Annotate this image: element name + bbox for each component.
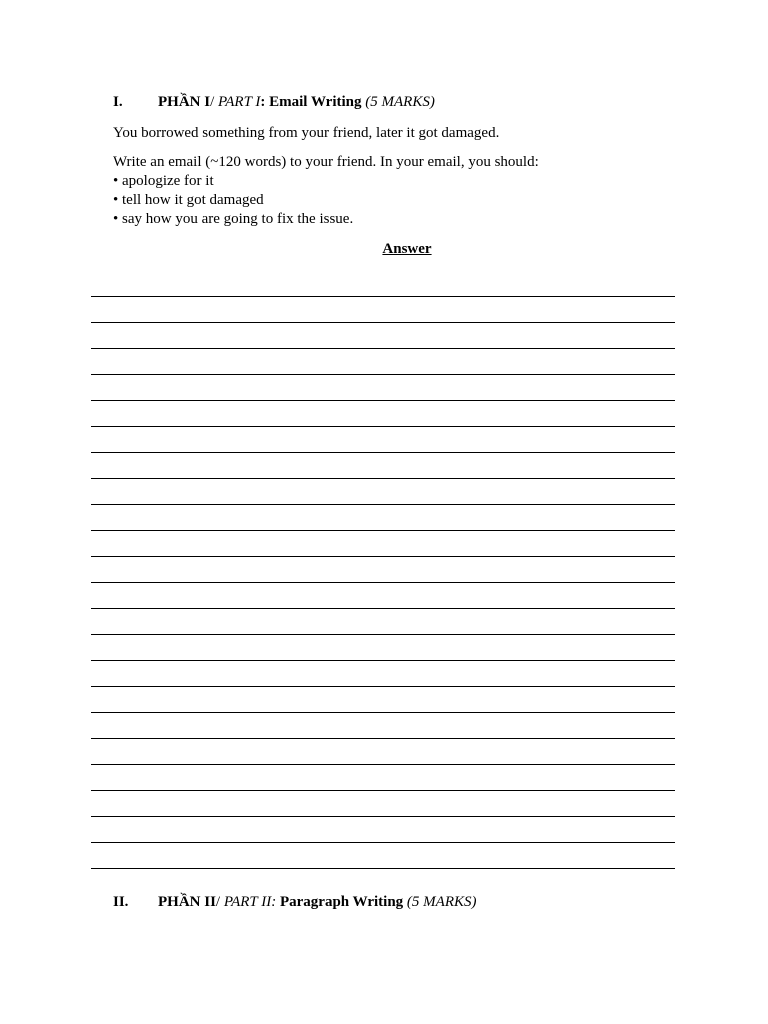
answer-line[interactable]	[91, 739, 675, 765]
part1-name: Email Writing	[269, 94, 362, 110]
answer-line[interactable]	[91, 271, 675, 297]
answer-line[interactable]	[91, 375, 675, 401]
task-instructions	[113, 153, 539, 229]
answer-line[interactable]	[91, 765, 675, 791]
answer-line[interactable]	[91, 453, 675, 479]
answer-line[interactable]	[91, 609, 675, 635]
part1-part: PART I	[218, 94, 261, 110]
answer-line[interactable]	[91, 401, 675, 427]
part2-title	[158, 894, 477, 911]
answer-line[interactable]	[91, 323, 675, 349]
part1-marks: (5 MARKS)	[365, 94, 435, 110]
answer-line[interactable]	[91, 843, 675, 869]
answer-line[interactable]	[91, 505, 675, 531]
answer-line[interactable]	[91, 557, 675, 583]
part2-number: II.	[113, 894, 129, 910]
part1-title	[158, 94, 435, 111]
instruction-text: Write an email (~120 words) to your friend. In your email, you should:	[113, 154, 539, 170]
part2-phan: PHẦN II	[158, 894, 216, 910]
answer-line[interactable]	[91, 791, 675, 817]
answer-line[interactable]	[91, 479, 675, 505]
answer-line[interactable]	[91, 661, 675, 687]
answer-line[interactable]	[91, 713, 675, 739]
answer-line[interactable]	[91, 297, 675, 323]
bullet-item: • say how you are going to fix the issue.	[113, 211, 354, 227]
answer-line[interactable]	[91, 635, 675, 661]
part2-name: Paragraph Writing	[279, 894, 404, 910]
answer-lines	[91, 271, 675, 869]
part1-colon: :	[260, 94, 270, 110]
answer-line[interactable]	[91, 583, 675, 609]
task-prompt: You borrowed something from your friend, later it got damaged.	[113, 125, 500, 141]
answer-label: Answer	[382, 241, 432, 257]
part1-phan: PHẦN I	[158, 94, 211, 110]
part2-marks: (5 MARKS)	[406, 894, 477, 910]
answer-line[interactable]	[91, 531, 675, 557]
bullet-item: • tell how it got damaged	[113, 192, 264, 208]
part2-part: PART II:	[223, 894, 277, 910]
answer-line[interactable]	[91, 687, 675, 713]
answer-line[interactable]	[91, 817, 675, 843]
answer-line[interactable]	[91, 427, 675, 453]
part1-number: I.	[113, 94, 123, 110]
bullet-item: • apologize for it	[113, 173, 214, 189]
part2-sep: /	[215, 894, 224, 910]
answer-line[interactable]	[91, 349, 675, 375]
part1-sep: /	[210, 94, 219, 110]
